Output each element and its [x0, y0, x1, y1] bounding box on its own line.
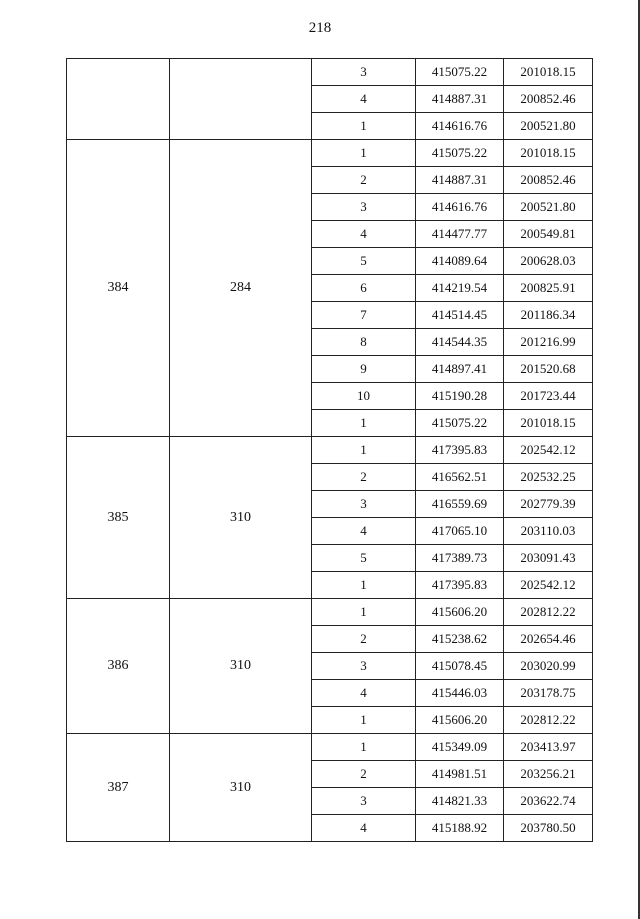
point-number-cell: 4 [312, 518, 416, 545]
y-coordinate-cell: 200521.80 [504, 113, 593, 140]
x-coordinate-cell: 414897.41 [416, 356, 504, 383]
y-coordinate-cell: 202532.25 [504, 464, 593, 491]
x-coordinate-cell: 414981.51 [416, 761, 504, 788]
table-row [67, 140, 593, 167]
x-coordinate-cell: 415075.22 [416, 140, 504, 167]
y-coordinate-cell: 202779.39 [504, 491, 593, 518]
y-coordinate-cell: 201723.44 [504, 383, 593, 410]
y-coordinate-cell: 200549.81 [504, 221, 593, 248]
point-number-cell: 2 [312, 626, 416, 653]
y-coordinate-cell: 203020.99 [504, 653, 593, 680]
y-coordinate-cell: 203091.43 [504, 545, 593, 572]
x-coordinate-cell: 414616.76 [416, 194, 504, 221]
point-number-cell: 2 [312, 761, 416, 788]
parcel-code-cell: 310 [170, 599, 312, 734]
x-coordinate-cell: 415078.45 [416, 653, 504, 680]
x-coordinate-cell: 415075.22 [416, 410, 504, 437]
parcel-number-cell: 384 [67, 140, 170, 437]
x-coordinate-cell: 415190.28 [416, 383, 504, 410]
x-coordinate-cell: 417389.73 [416, 545, 504, 572]
point-number-cell: 3 [312, 491, 416, 518]
point-number-cell: 1 [312, 140, 416, 167]
y-coordinate-cell: 203110.03 [504, 518, 593, 545]
coordinates-table [66, 58, 593, 842]
y-coordinate-cell: 201520.68 [504, 356, 593, 383]
x-coordinate-cell: 415446.03 [416, 680, 504, 707]
x-coordinate-cell: 414514.45 [416, 302, 504, 329]
parcel-code-cell: 310 [170, 437, 312, 599]
x-coordinate-cell: 416559.69 [416, 491, 504, 518]
page-number: 218 [308, 20, 332, 36]
point-number-cell: 1 [312, 437, 416, 464]
point-number-cell: 3 [312, 59, 416, 86]
x-coordinate-cell: 414477.77 [416, 221, 504, 248]
x-coordinate-cell: 417395.83 [416, 572, 504, 599]
point-number-cell: 4 [312, 86, 416, 113]
y-coordinate-cell: 200628.03 [504, 248, 593, 275]
x-coordinate-cell: 415188.92 [416, 815, 504, 842]
x-coordinate-cell: 415349.09 [416, 734, 504, 761]
table-row [67, 734, 593, 761]
y-coordinate-cell: 200852.46 [504, 86, 593, 113]
y-coordinate-cell: 200852.46 [504, 167, 593, 194]
parcel-code-cell: 284 [170, 140, 312, 437]
point-number-cell: 10 [312, 383, 416, 410]
parcel-number-cell: 386 [67, 599, 170, 734]
point-number-cell: 1 [312, 734, 416, 761]
y-coordinate-cell: 203780.50 [504, 815, 593, 842]
x-coordinate-cell: 415238.62 [416, 626, 504, 653]
y-coordinate-cell: 202654.46 [504, 626, 593, 653]
y-coordinate-cell: 201018.15 [504, 140, 593, 167]
table-row [67, 437, 593, 464]
point-number-cell: 4 [312, 680, 416, 707]
parcel-number-cell: 385 [67, 437, 170, 599]
point-number-cell: 1 [312, 599, 416, 626]
y-coordinate-cell: 200825.91 [504, 275, 593, 302]
point-number-cell: 5 [312, 545, 416, 572]
x-coordinate-cell: 414544.35 [416, 329, 504, 356]
y-coordinate-cell: 203256.21 [504, 761, 593, 788]
parcel-number-cell: 387 [67, 734, 170, 842]
point-number-cell: 4 [312, 815, 416, 842]
point-number-cell: 3 [312, 788, 416, 815]
x-coordinate-cell: 415075.22 [416, 59, 504, 86]
point-number-cell: 6 [312, 275, 416, 302]
y-coordinate-cell: 201216.99 [504, 329, 593, 356]
x-coordinate-cell: 414616.76 [416, 113, 504, 140]
point-number-cell: 3 [312, 194, 416, 221]
parcel-code-cell: 310 [170, 734, 312, 842]
point-number-cell: 9 [312, 356, 416, 383]
x-coordinate-cell: 417395.83 [416, 437, 504, 464]
y-coordinate-cell: 203178.75 [504, 680, 593, 707]
coordinates-table-body [67, 59, 593, 842]
point-number-cell: 1 [312, 410, 416, 437]
y-coordinate-cell: 202542.12 [504, 437, 593, 464]
x-coordinate-cell: 414887.31 [416, 86, 504, 113]
point-number-cell: 1 [312, 572, 416, 599]
point-number-cell: 1 [312, 707, 416, 734]
parcel-number-cell [67, 59, 170, 140]
point-number-cell: 4 [312, 221, 416, 248]
point-number-cell: 7 [312, 302, 416, 329]
y-coordinate-cell: 202812.22 [504, 599, 593, 626]
y-coordinate-cell: 201186.34 [504, 302, 593, 329]
x-coordinate-cell: 415606.20 [416, 707, 504, 734]
point-number-cell: 8 [312, 329, 416, 356]
y-coordinate-cell: 201018.15 [504, 410, 593, 437]
y-coordinate-cell: 203622.74 [504, 788, 593, 815]
y-coordinate-cell: 202542.12 [504, 572, 593, 599]
x-coordinate-cell: 417065.10 [416, 518, 504, 545]
point-number-cell: 5 [312, 248, 416, 275]
point-number-cell: 2 [312, 167, 416, 194]
x-coordinate-cell: 414821.33 [416, 788, 504, 815]
y-coordinate-cell: 201018.15 [504, 59, 593, 86]
y-coordinate-cell: 202812.22 [504, 707, 593, 734]
point-number-cell: 2 [312, 464, 416, 491]
y-coordinate-cell: 200521.80 [504, 194, 593, 221]
x-coordinate-cell: 414219.54 [416, 275, 504, 302]
x-coordinate-cell: 414887.31 [416, 167, 504, 194]
table-row [67, 59, 593, 86]
point-number-cell: 3 [312, 653, 416, 680]
point-number-cell: 1 [312, 113, 416, 140]
x-coordinate-cell: 415606.20 [416, 599, 504, 626]
x-coordinate-cell: 414089.64 [416, 248, 504, 275]
y-coordinate-cell: 203413.97 [504, 734, 593, 761]
table-row [67, 599, 593, 626]
x-coordinate-cell: 416562.51 [416, 464, 504, 491]
parcel-code-cell [170, 59, 312, 140]
